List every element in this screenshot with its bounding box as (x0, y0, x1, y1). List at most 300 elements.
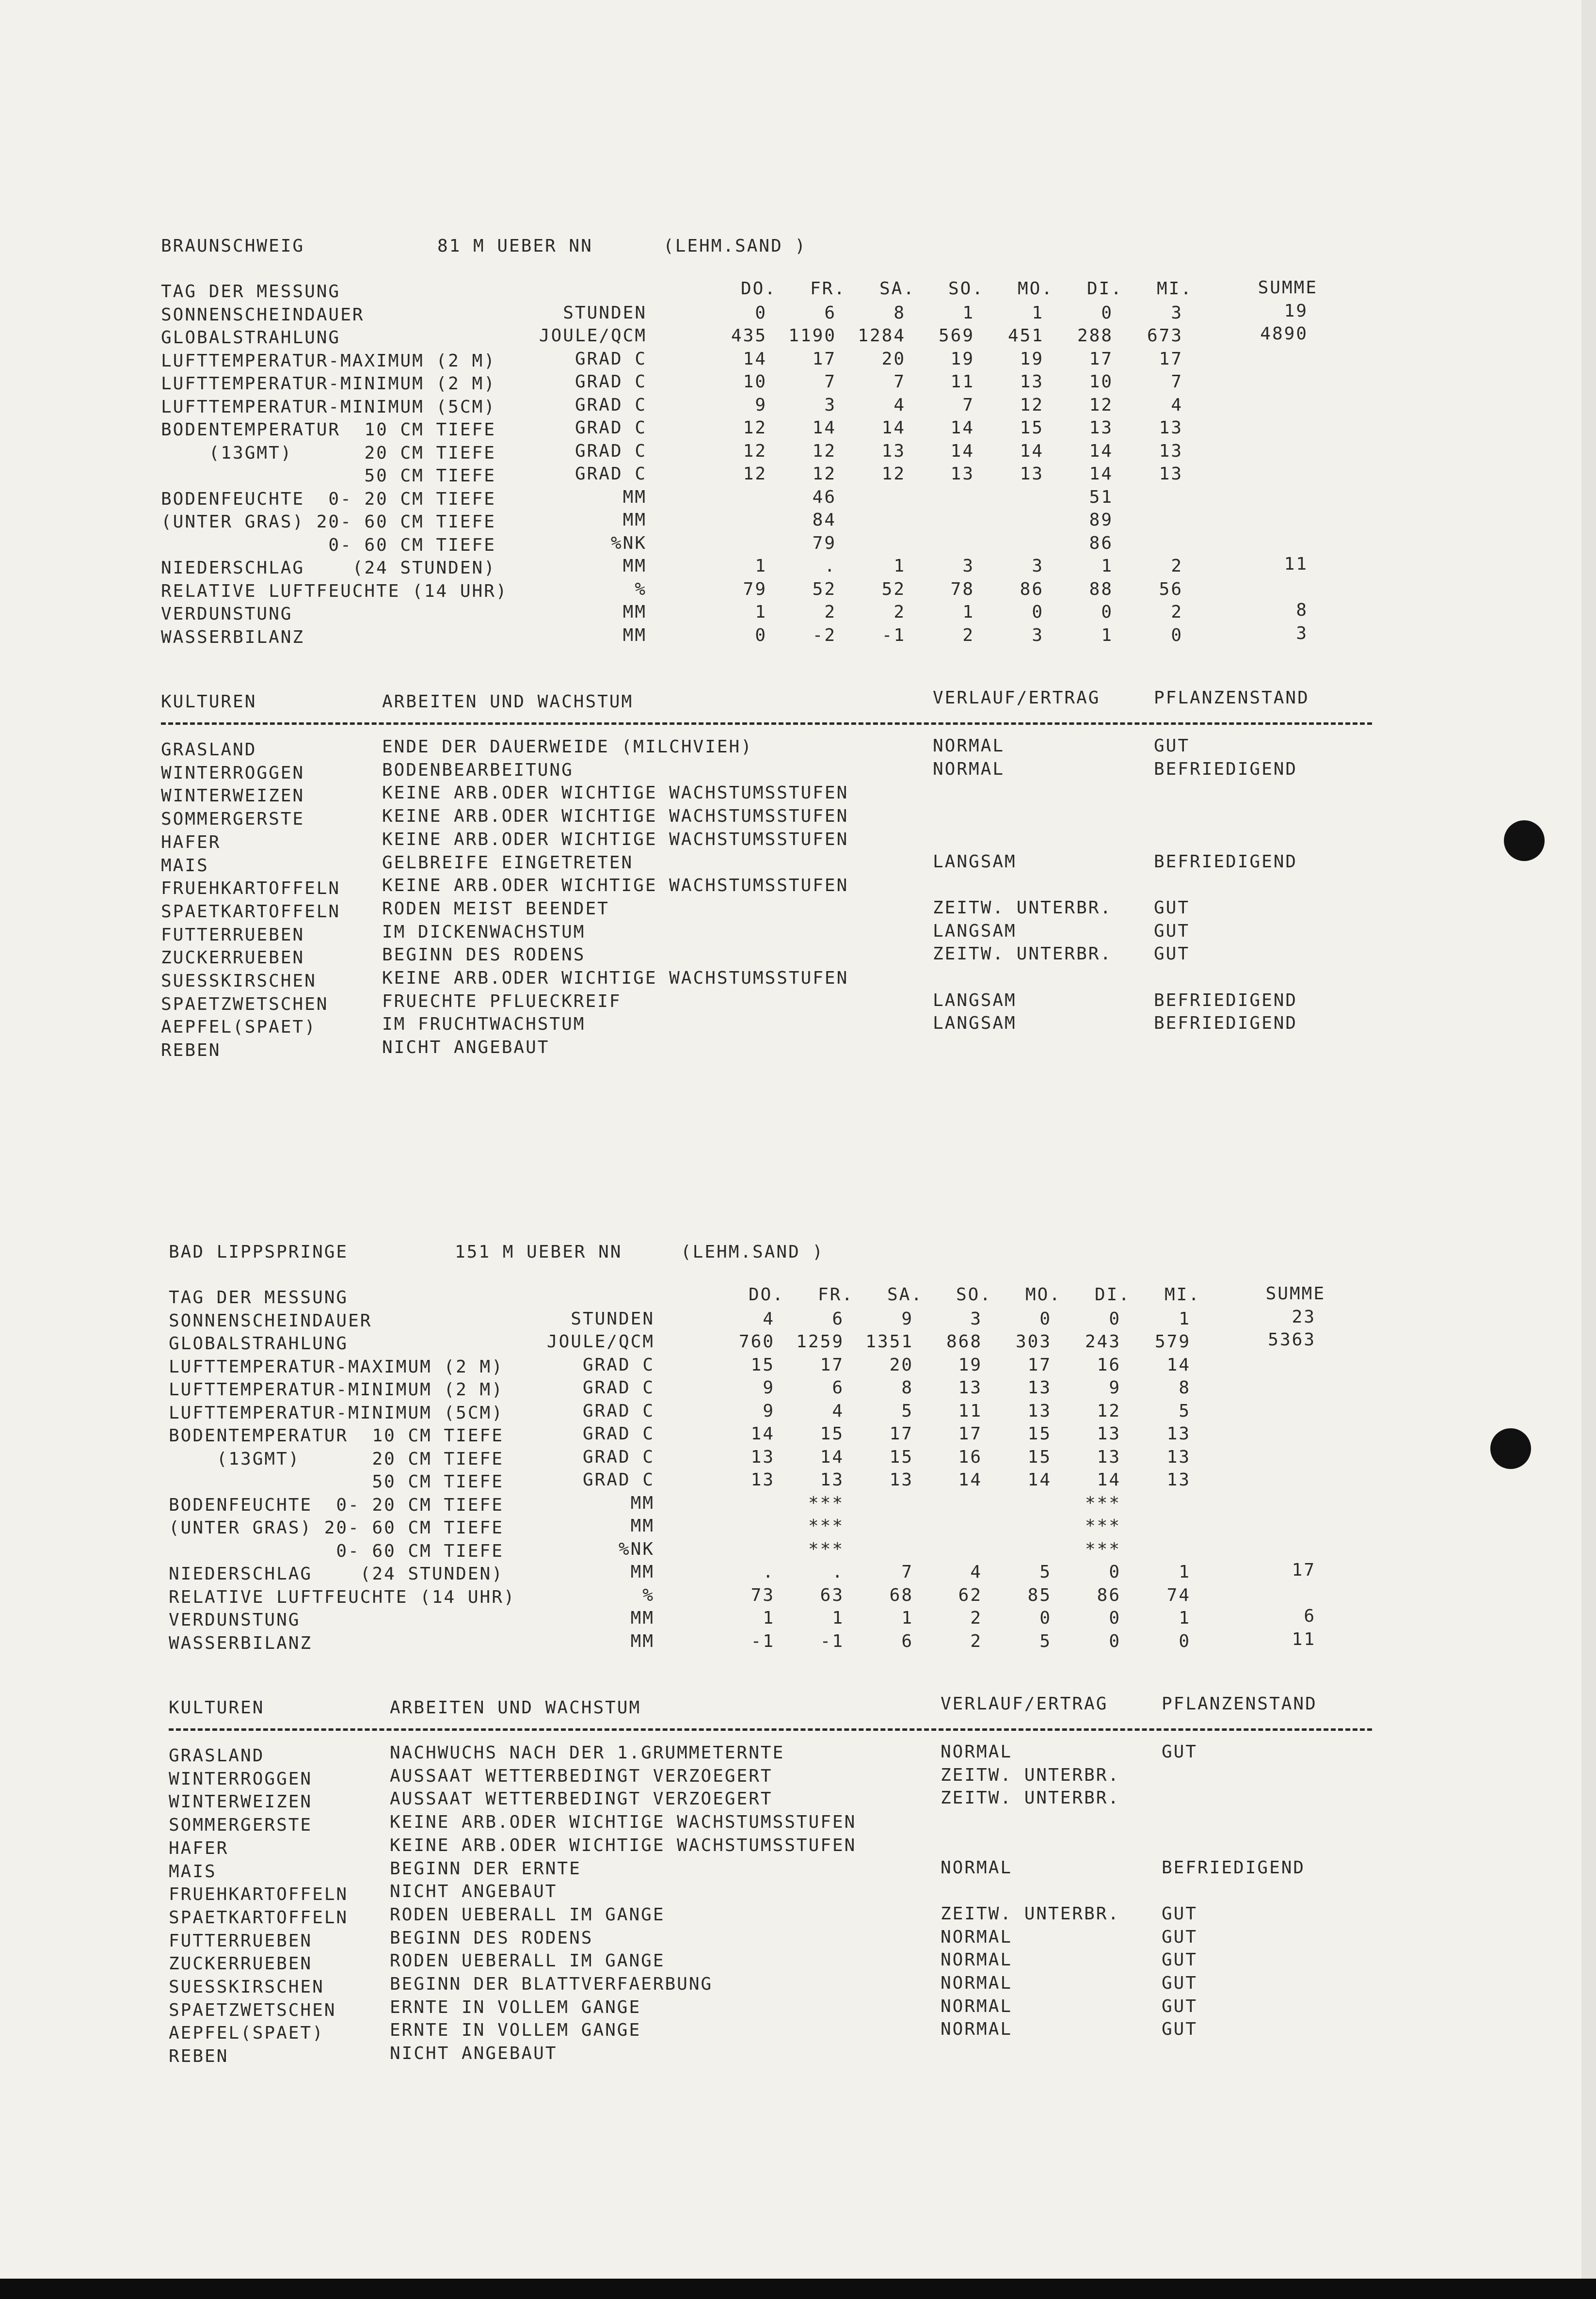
measure-label: LUFTTEMPERATUR-MINIMUM (5CM) (169, 1403, 504, 1423)
measure-label: BODENFEUCHTE 0- 20 CM TIEFE (161, 489, 496, 509)
measure-summe: 6 (1304, 1606, 1316, 1626)
measure-value: . (832, 1562, 844, 1582)
station-name: BAD LIPPSPRINGE (169, 1242, 349, 1262)
measure-value: *** (808, 1493, 844, 1513)
culture-name: MAIS (169, 1861, 217, 1882)
measure-value: 15 (1027, 1447, 1052, 1467)
culture-stand: GUT (1162, 1950, 1198, 1970)
measure-value: 2 (962, 625, 974, 645)
measure-label: LUFTTEMPERATUR-MINIMUM (5CM) (161, 397, 496, 417)
culture-name: REBEN (169, 2046, 229, 2067)
measure-value: 9 (763, 1378, 775, 1398)
culture-stand: BEFRIEDIGEND (1154, 990, 1298, 1010)
measure-label: 0- 60 CM TIEFE (161, 535, 496, 555)
day-header: MI. (1156, 279, 1193, 299)
measure-value: 13 (889, 1470, 913, 1490)
measure-value: 13 (1097, 1447, 1121, 1467)
measure-value: *** (808, 1539, 844, 1559)
measure-label: LUFTTEMPERATUR-MINIMUM (2 M) (161, 374, 496, 394)
day-header: FR. (810, 279, 846, 299)
measure-value: 17 (1089, 349, 1113, 369)
culture-stand: GUT (1162, 1996, 1198, 2016)
measure-label: 0- 60 CM TIEFE (169, 1541, 504, 1561)
measure-unit: GRAD C (582, 1378, 654, 1398)
measure-value: 19 (958, 1355, 982, 1375)
culture-stand: GUT (1162, 1742, 1198, 1762)
culture-arbeit: BEGINN DER ERNTE (390, 1858, 581, 1879)
measure-label: LUFTTEMPERATUR-MAXIMUM (2 M) (161, 351, 496, 371)
culture-verlauf: NORMAL (933, 736, 1005, 756)
dashed-separator (161, 722, 1372, 725)
culture-verlauf: ZEITW. UNTERBR. (941, 1903, 1120, 1924)
measure-label: NIEDERSCHLAG (24 STUNDEN) (161, 558, 496, 578)
measure-summe: 11 (1284, 554, 1308, 574)
culture-name: SUESSKIRSCHEN (169, 1977, 324, 1997)
measure-summe: 8 (1296, 600, 1308, 620)
measure-value: 4 (970, 1562, 982, 1582)
measure-value: 6 (832, 1378, 844, 1398)
measure-value: 13 (1159, 441, 1183, 461)
measure-value: 2 (1171, 556, 1183, 576)
measure-label: RELATIVE LUFTFEUCHTE (14 UHR) (161, 581, 508, 601)
measure-value: 2 (894, 602, 906, 622)
measure-value: 3 (970, 1309, 982, 1329)
culture-name: SPAETZWETSCHEN (161, 994, 329, 1014)
measure-value: 13 (1166, 1447, 1191, 1467)
day-header: FR. (817, 1285, 854, 1305)
measure-unit: %NK (618, 1539, 654, 1559)
measure-unit: GRAD C (582, 1470, 654, 1490)
measure-unit: MM (630, 1562, 654, 1582)
measure-unit: JOULE/QCM (546, 1332, 654, 1352)
measure-unit: MM (622, 625, 647, 645)
measure-value: 10 (1089, 372, 1113, 392)
day-header: SO. (956, 1285, 992, 1305)
measure-value: 1284 (858, 326, 906, 346)
measure-value: 63 (820, 1585, 844, 1605)
day-header: SO. (948, 279, 984, 299)
measure-unit: MM (622, 556, 647, 576)
day-header: MO. (1017, 279, 1053, 299)
culture-stand: BEFRIEDIGEND (1154, 851, 1298, 872)
measure-value: 0 (755, 625, 767, 645)
cultures-header-stand: PFLANZENSTAND (1162, 1694, 1317, 1714)
day-header: MI. (1164, 1285, 1200, 1305)
culture-arbeit: IM FRUCHTWACHSTUM (382, 1014, 586, 1035)
measure-value: 5 (1039, 1631, 1052, 1651)
measure-value: 1 (1101, 556, 1113, 576)
measure-value: 13 (1020, 464, 1044, 484)
culture-name: FRUEHKARTOFFELN (169, 1884, 349, 1905)
day-header: DI. (1086, 279, 1123, 299)
measure-value: -1 (881, 625, 906, 645)
measure-value: 7 (901, 1562, 913, 1582)
culture-arbeit: KEINE ARB.ODER WICHTIGE WACHSTUMSSTUFEN (382, 968, 849, 988)
measure-value: 0 (755, 303, 767, 323)
measure-value: 6 (901, 1631, 913, 1651)
measure-unit: MM (630, 1493, 654, 1513)
measure-value: 12 (881, 464, 906, 484)
day-header: DO. (740, 279, 777, 299)
measure-value: 0 (1171, 625, 1183, 645)
measure-value: 1 (832, 1608, 844, 1628)
punch-hole-bottom (1490, 1428, 1531, 1469)
measure-value: 73 (750, 1585, 775, 1605)
measure-label: LUFTTEMPERATUR-MAXIMUM (2 M) (169, 1357, 504, 1377)
measure-label: (13GMT) 20 CM TIEFE (169, 1449, 504, 1469)
measure-value: 13 (750, 1470, 775, 1490)
measure-value: 2 (824, 602, 836, 622)
culture-name: MAIS (161, 855, 209, 876)
measure-unit: MM (630, 1516, 654, 1536)
measure-value: 1 (901, 1608, 913, 1628)
measure-label: (UNTER GRAS) 20- 60 CM TIEFE (161, 512, 496, 532)
measure-value: -1 (750, 1631, 775, 1651)
culture-verlauf: NORMAL (941, 1996, 1013, 2016)
measure-value: -1 (820, 1631, 844, 1651)
culture-name: REBEN (161, 1040, 221, 1061)
measure-label: NIEDERSCHLAG (24 STUNDEN) (169, 1564, 504, 1584)
measure-unit: GRAD C (582, 1401, 654, 1421)
cultures-header-verlauf: VERLAUF/ERTRAG (941, 1694, 1108, 1714)
measure-value: 0 (1101, 602, 1113, 622)
culture-arbeit: BEGINN DES RODENS (382, 945, 586, 965)
measure-value: 13 (881, 441, 906, 461)
culture-verlauf: NORMAL (941, 2019, 1013, 2040)
cultures-header-kultur: KULTUREN (169, 1698, 265, 1718)
culture-name: WINTERWEIZEN (169, 1792, 313, 1812)
culture-arbeit: RODEN UEBERALL IM GANGE (390, 1951, 665, 1971)
measure-value: 8 (894, 303, 906, 323)
measure-value: 79 (743, 579, 767, 599)
measure-value: 1259 (796, 1332, 844, 1352)
measure-label: BODENFEUCHTE 0- 20 CM TIEFE (169, 1495, 504, 1515)
culture-name: ZUCKERRUEBEN (161, 948, 305, 968)
measure-value: 52 (812, 579, 836, 599)
cultures-header-verlauf: VERLAUF/ERTRAG (933, 688, 1101, 708)
culture-arbeit: ERNTE IN VOLLEM GANGE (390, 2020, 641, 2041)
measure-value: 14 (743, 349, 767, 369)
culture-verlauf: NORMAL (941, 1973, 1013, 1993)
culture-name: HAFER (169, 1838, 229, 1858)
measure-value: 86 (1020, 579, 1044, 599)
cultures-header-stand: PFLANZENSTAND (1154, 688, 1309, 708)
measure-summe: 5363 (1268, 1330, 1316, 1350)
measure-value: . (763, 1562, 775, 1582)
measure-value: 15 (1020, 418, 1044, 438)
measure-summe: 3 (1296, 623, 1308, 643)
measure-value: 86 (1089, 533, 1113, 553)
measure-value: 1 (1032, 303, 1044, 323)
culture-verlauf: ZEITW. UNTERBR. (933, 944, 1113, 964)
measure-value: 14 (750, 1424, 775, 1444)
measure-value: 85 (1027, 1585, 1052, 1605)
measure-value: 17 (820, 1355, 844, 1375)
measure-value: 4 (894, 395, 906, 415)
measure-value: 68 (889, 1585, 913, 1605)
measure-label: GLOBALSTRAHLUNG (161, 328, 341, 348)
measure-value: 8 (901, 1378, 913, 1398)
measure-label: VERDUNSTUNG (161, 604, 293, 624)
measure-value: 5 (1039, 1562, 1052, 1582)
culture-arbeit: BODENBEARBEITUNG (382, 760, 574, 780)
measure-value: 13 (750, 1447, 775, 1467)
measure-value: 7 (1171, 372, 1183, 392)
culture-arbeit: NICHT ANGEBAUT (382, 1038, 550, 1058)
measure-unit: MM (622, 602, 647, 622)
culture-name: SOMMERGERSTE (161, 809, 305, 830)
measure-unit: % (642, 1585, 654, 1605)
culture-name: HAFER (161, 832, 221, 852)
day-header: SA. (879, 279, 915, 299)
measure-value: 1351 (865, 1332, 913, 1352)
measure-value: 79 (812, 533, 836, 553)
culture-arbeit: NACHWUCHS NACH DER 1.GRUMMETERNTE (390, 1743, 785, 1763)
culture-name: SPAETKARTOFFELN (169, 1907, 349, 1928)
measure-value: 760 (738, 1332, 775, 1352)
culture-name: WINTERROGGEN (161, 763, 305, 783)
measure-value: 0 (1101, 303, 1113, 323)
station-name: BRAUNSCHWEIG (161, 236, 305, 256)
day-header: SA. (887, 1285, 923, 1305)
measure-value: 673 (1147, 326, 1183, 346)
measure-value: 14 (1089, 464, 1113, 484)
culture-stand: GUT (1162, 1927, 1198, 1947)
measure-value: 14 (881, 418, 906, 438)
measure-value: 3 (1032, 625, 1044, 645)
measure-value: 13 (1027, 1378, 1052, 1398)
measure-unit: % (635, 579, 647, 599)
measure-value: 17 (812, 349, 836, 369)
measure-value: 13 (1166, 1424, 1191, 1444)
culture-name: SUESSKIRSCHEN (161, 971, 317, 991)
culture-stand: BEFRIEDIGEND (1154, 1013, 1298, 1034)
measure-unit: GRAD C (575, 372, 647, 392)
measure-value: 1 (894, 556, 906, 576)
culture-arbeit: KEINE ARB.ODER WICHTIGE WACHSTUMSSTUFEN (390, 1835, 857, 1855)
measure-label: WASSERBILANZ (161, 627, 305, 647)
measure-summe: 23 (1292, 1307, 1316, 1327)
measure-label: TAG DER MESSUNG (169, 1288, 349, 1308)
culture-name: WINTERROGGEN (169, 1769, 313, 1789)
measure-value: 7 (894, 372, 906, 392)
measure-value: 17 (958, 1424, 982, 1444)
measure-label: RELATIVE LUFTFEUCHTE (14 UHR) (169, 1587, 516, 1607)
measure-value: 0 (1032, 602, 1044, 622)
measure-value: 13 (1027, 1401, 1052, 1421)
measure-value: 13 (950, 464, 974, 484)
culture-verlauf: LANGSAM (933, 1013, 1017, 1034)
measure-value: 12 (812, 441, 836, 461)
measure-value: 9 (763, 1401, 775, 1421)
measure-value: 868 (946, 1332, 982, 1352)
culture-arbeit: AUSSAAT WETTERBEDINGT VERZOEGERT (390, 1766, 773, 1786)
measure-value: 74 (1166, 1585, 1191, 1605)
culture-name: GRASLAND (169, 1746, 265, 1766)
measure-value: 0 (1179, 1631, 1191, 1651)
measure-value: 288 (1077, 326, 1113, 346)
measure-value: 46 (812, 487, 836, 507)
measure-value: 52 (881, 579, 906, 599)
measure-value: 15 (820, 1424, 844, 1444)
measure-value: 14 (1097, 1470, 1121, 1490)
measure-value: 14 (1027, 1470, 1052, 1490)
culture-verlauf: NORMAL (941, 1927, 1013, 1947)
culture-name: AEPFEL(SPAET) (161, 1017, 317, 1038)
measure-value: 16 (958, 1447, 982, 1467)
page-edge-shadow (1581, 0, 1596, 2299)
culture-arbeit: KEINE ARB.ODER WICHTIGE WACHSTUMSSTUFEN (382, 829, 849, 849)
measure-value: 7 (962, 395, 974, 415)
measure-label: LUFTTEMPERATUR-MINIMUM (2 M) (169, 1380, 504, 1400)
measure-value: 62 (958, 1585, 982, 1605)
measure-value: 14 (950, 441, 974, 461)
measure-value: 2 (970, 1608, 982, 1628)
measure-value: 1 (755, 556, 767, 576)
measure-label: VERDUNSTUNG (169, 1610, 301, 1630)
measure-value: 17 (1027, 1355, 1052, 1375)
cultures-header-arbeit: ARBEITEN UND WACHSTUM (390, 1698, 641, 1718)
measure-unit: JOULE/QCM (539, 326, 647, 346)
measure-value: 4 (1171, 395, 1183, 415)
measure-value: 9 (1109, 1378, 1121, 1398)
measure-value: 14 (950, 418, 974, 438)
culture-verlauf: LANGSAM (933, 921, 1017, 941)
measure-value: 451 (1007, 326, 1044, 346)
measure-value: 579 (1154, 1332, 1191, 1352)
measure-value: 0 (1109, 1631, 1121, 1651)
summe-header: SUMME (1258, 278, 1318, 298)
measure-unit: GRAD C (582, 1424, 654, 1444)
culture-name: FRUEHKARTOFFELN (161, 878, 341, 899)
culture-stand: BEFRIEDIGEND (1154, 759, 1298, 779)
measure-value: 1 (1179, 1309, 1191, 1329)
station-elevation: 151 M UEBER NN (455, 1242, 622, 1262)
measure-value: 5 (901, 1401, 913, 1421)
culture-verlauf: LANGSAM (933, 990, 1017, 1010)
measure-value: 569 (938, 326, 974, 346)
measure-value: 20 (881, 349, 906, 369)
culture-verlauf: NORMAL (941, 1857, 1013, 1878)
measure-value: 3 (962, 556, 974, 576)
culture-verlauf: ZEITW. UNTERBR. (941, 1788, 1120, 1808)
measure-value: 17 (889, 1424, 913, 1444)
measure-value: 1 (763, 1608, 775, 1628)
station-elevation: 81 M UEBER NN (437, 236, 593, 256)
measure-value: 0 (1109, 1309, 1121, 1329)
measure-value: 1 (1179, 1608, 1191, 1628)
measure-value: 12 (743, 464, 767, 484)
culture-arbeit: NICHT ANGEBAUT (390, 2044, 558, 2064)
measure-value: 84 (812, 510, 836, 530)
culture-arbeit: FRUECHTE PFLUECKREIF (382, 991, 622, 1011)
day-header: MO. (1025, 1285, 1061, 1305)
measure-value: 8 (1179, 1378, 1191, 1398)
culture-name: GRASLAND (161, 740, 257, 760)
measure-value: 12 (1089, 395, 1113, 415)
measure-value: 15 (750, 1355, 775, 1375)
dashed-separator (169, 1728, 1372, 1731)
measure-summe: 17 (1292, 1560, 1316, 1580)
measure-value: 0 (1109, 1608, 1121, 1628)
culture-name: AEPFEL(SPAET) (169, 2023, 324, 2044)
measure-label: (UNTER GRAS) 20- 60 CM TIEFE (169, 1518, 504, 1538)
measure-unit: %NK (610, 533, 647, 553)
measure-label: WASSERBILANZ (169, 1633, 313, 1653)
measure-value: . (824, 556, 836, 576)
measure-value: 0 (1039, 1608, 1052, 1628)
measure-value: 17 (1159, 349, 1183, 369)
culture-verlauf: NORMAL (941, 1742, 1013, 1762)
cultures-header-arbeit: ARBEITEN UND WACHSTUM (382, 692, 634, 712)
measure-value: 11 (950, 372, 974, 392)
measure-value: 5 (1179, 1401, 1191, 1421)
measure-unit: GRAD C (575, 441, 647, 461)
measure-value: 243 (1085, 1332, 1121, 1352)
measure-value: 13 (1020, 372, 1044, 392)
measure-value: 14 (1089, 441, 1113, 461)
measure-value: 78 (950, 579, 974, 599)
culture-arbeit: KEINE ARB.ODER WICHTIGE WACHSTUMSSTUFEN (390, 1812, 857, 1833)
culture-name: FUTTERRUEBEN (169, 1931, 313, 1951)
measure-label: BODENTEMPERATUR 10 CM TIEFE (169, 1426, 504, 1446)
measure-value: 1 (755, 602, 767, 622)
measure-label: TAG DER MESSUNG (161, 282, 341, 302)
culture-verlauf: NORMAL (933, 759, 1005, 779)
culture-name: WINTERWEIZEN (161, 786, 305, 806)
measure-value: 1 (962, 303, 974, 323)
culture-arbeit: NICHT ANGEBAUT (390, 1882, 558, 1902)
measure-value: 2 (970, 1631, 982, 1651)
culture-stand: GUT (1154, 897, 1190, 918)
measure-value: 13 (1159, 418, 1183, 438)
culture-verlauf: ZEITW. UNTERBR. (933, 897, 1113, 918)
culture-name: FUTTERRUEBEN (161, 925, 305, 945)
measure-value: -2 (812, 625, 836, 645)
measure-value: 4 (832, 1401, 844, 1421)
measure-summe: 11 (1292, 1629, 1316, 1649)
culture-name: SPAETZWETSCHEN (169, 2000, 336, 2020)
culture-arbeit: ERNTE IN VOLLEM GANGE (390, 1997, 641, 2017)
day-header: DO. (748, 1285, 784, 1305)
measure-value: 0 (1109, 1562, 1121, 1582)
measure-value: 13 (1097, 1424, 1121, 1444)
culture-arbeit: RODEN MEIST BEENDET (382, 898, 609, 919)
measure-value: 16 (1097, 1355, 1121, 1375)
culture-arbeit: KEINE ARB.ODER WICHTIGE WACHSTUMSSTUFEN (382, 783, 849, 803)
measure-value: 1 (962, 602, 974, 622)
culture-arbeit: BEGINN DES RODENS (390, 1928, 593, 1948)
measure-value: 12 (743, 418, 767, 438)
measure-value: 3 (1171, 303, 1183, 323)
measure-value: 12 (743, 441, 767, 461)
measure-value: 4 (763, 1309, 775, 1329)
measure-value: 12 (1020, 395, 1044, 415)
measure-unit: GRAD C (575, 418, 647, 438)
measure-value: 13 (1159, 464, 1183, 484)
culture-stand: BEFRIEDIGEND (1162, 1857, 1306, 1878)
measure-value: 88 (1089, 579, 1113, 599)
measure-value: 14 (820, 1447, 844, 1467)
measure-value: 19 (950, 349, 974, 369)
culture-stand: GUT (1154, 736, 1190, 756)
measure-value: 51 (1089, 487, 1113, 507)
measure-value: 6 (832, 1309, 844, 1329)
measure-value: 10 (743, 372, 767, 392)
measure-value: 9 (755, 395, 767, 415)
measure-unit: GRAD C (582, 1355, 654, 1375)
measure-value: 11 (958, 1401, 982, 1421)
